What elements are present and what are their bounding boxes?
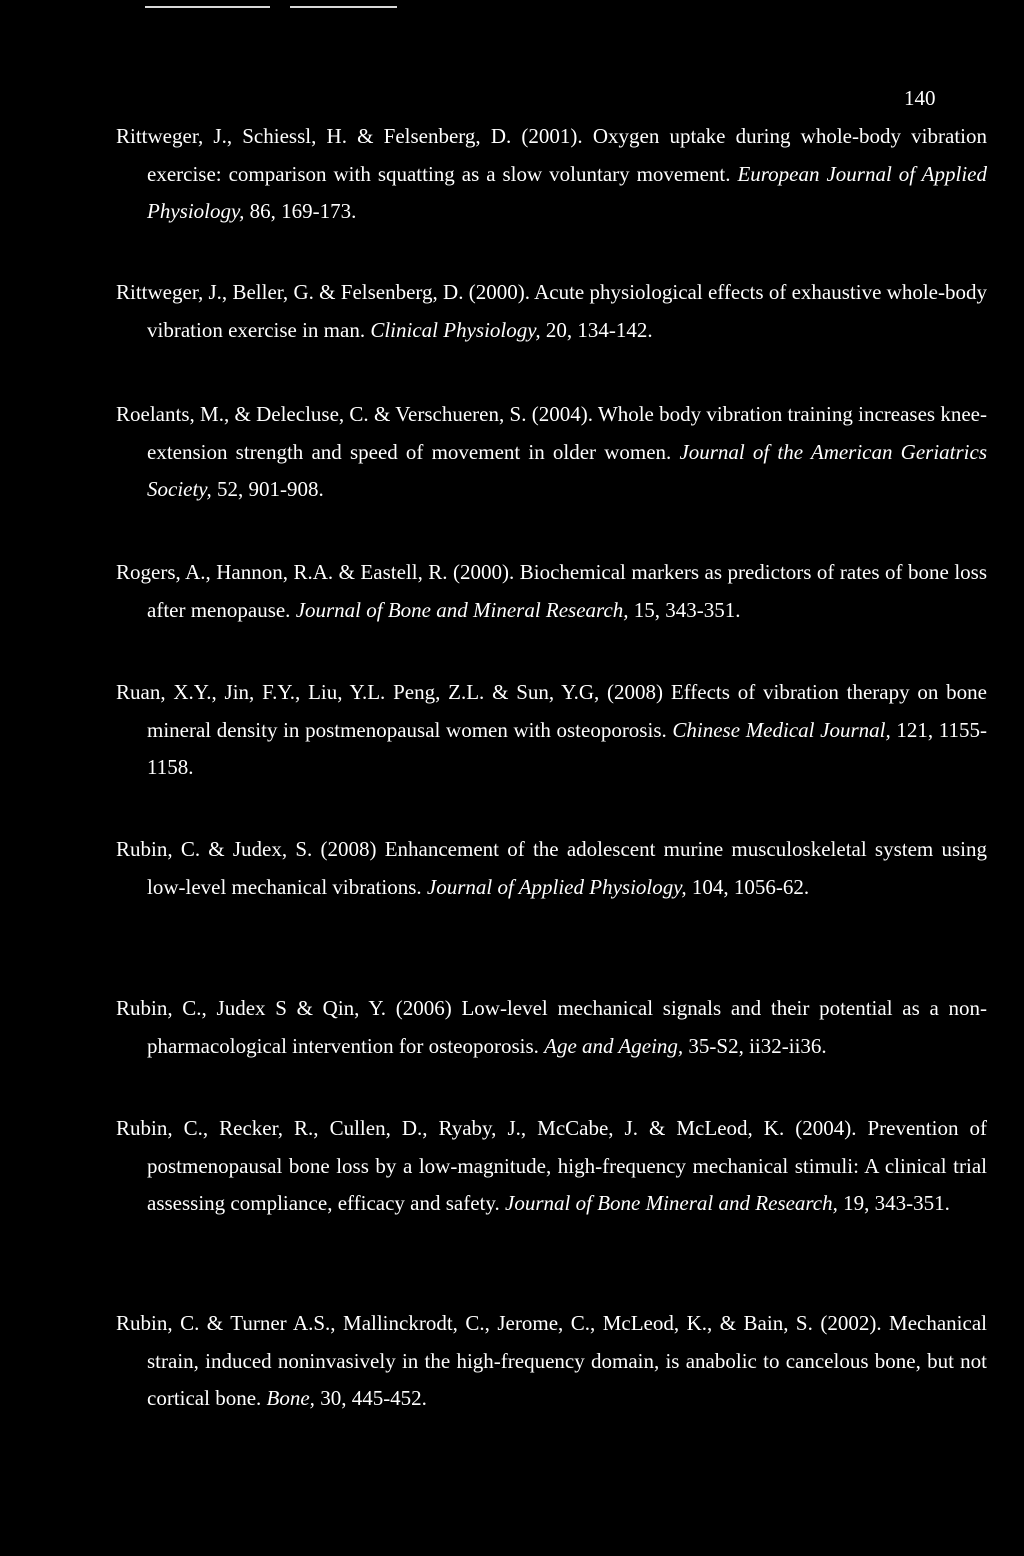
reference-text: Rubin, C. & Turner A.S., Mallinckrodt, C., Jerome, C., McLeod, K., & Bain, S. (2002). Mechanical strain, induced noninvasively in the high-frequency domain, is anabolic to cancelous bone, but not cortical bone.: [116, 1311, 987, 1410]
reference-entry: [116, 274, 987, 349]
reference-text: Rubin, C., Judex S & Qin, Y. (2006) Low-level mechanical signals and their potential as a non-pharmacological intervention for osteoporosis.: [116, 996, 987, 1058]
reference-text: Rittweger, J., Beller, G. & Felsenberg, D. (2000). Acute physiological effects of exhaustive whole-body vibration exercise in man.: [116, 280, 987, 342]
reference-journal: Journal of the American Geriatrics Society,: [147, 439, 987, 501]
reference-journal: Journal of Bone and Mineral Research,: [295, 597, 629, 622]
reference-volume: 19, 343-351.: [837, 1191, 950, 1215]
reference-entry: [116, 831, 987, 906]
reference-text: Rogers, A., Hannon, R.A. & Eastell, R. (2000). Biochemical markers as predictors of rates of bone loss after menopause.: [116, 560, 987, 622]
reference-text: Rubin, C., Recker, R., Cullen, D., Ryaby, J., McCabe, J. & McLeod, K. (2004). Prevention of postmenopausal bone loss by a low-magnitude, high-frequency mechanical stimuli: A clinical trial assessing compliance, efficacy and safety.: [116, 1116, 987, 1215]
reference-volume: 30, 445-452.: [314, 1386, 427, 1410]
reference-entry: [116, 990, 987, 1065]
reference-entry: [116, 396, 987, 509]
top-rule-right: [290, 6, 397, 8]
reference-text: Rubin, C. & Judex, S. (2008) Enhancement of the adolescent murine musculoskeletal system using low-level mechanical vibrations.: [116, 837, 987, 899]
reference-journal: Chinese Medical Journal,: [672, 717, 891, 742]
reference-entry: [116, 1110, 987, 1223]
reference-volume: 86, 169-173.: [244, 199, 357, 223]
reference-volume: 104, 1056-62.: [686, 874, 810, 899]
reference-text: Rittweger, J., Schiessl, H. & Felsenberg, D. (2001). Oxygen uptake during whole-body vibration exercise: comparison with squatting as a slow voluntary movement.: [116, 124, 987, 186]
reference-journal: Journal of Bone Mineral and Research,: [505, 1191, 838, 1215]
reference-journal: Journal of Applied Physiology,: [426, 874, 687, 899]
reference-entry: [116, 674, 987, 787]
reference-entry: [116, 554, 987, 629]
reference-journal: Age and Ageing,: [544, 1033, 684, 1058]
top-rule-left: [145, 6, 270, 8]
reference-volume: 20, 134-142.: [540, 317, 653, 342]
reference-entry: [116, 1305, 987, 1418]
reference-entry: [116, 118, 987, 231]
page-number: 140: [904, 86, 936, 110]
reference-journal: Bone,: [266, 1386, 315, 1410]
reference-volume: 15, 343-351.: [628, 597, 741, 622]
reference-volume: 121, 1155-1158.: [147, 717, 987, 779]
reference-journal: Clinical Physiology,: [370, 317, 541, 342]
reference-journal: European Journal of Applied Physiology,: [147, 161, 987, 223]
reference-volume: 52, 901-908.: [211, 477, 324, 501]
reference-text: Ruan, X.Y., Jin, F.Y., Liu, Y.L. Peng, Z.L. & Sun, Y.G, (2008) Effects of vibration therapy on bone mineral density in postmenopausal women with osteoporosis.: [116, 680, 987, 742]
reference-volume: 35-S2, ii32-ii36.: [683, 1033, 827, 1058]
reference-text: Roelants, M., & Delecluse, C. & Verschueren, S. (2004). Whole body vibration training increases knee-extension strength and speed of movement in older women.: [116, 402, 987, 464]
